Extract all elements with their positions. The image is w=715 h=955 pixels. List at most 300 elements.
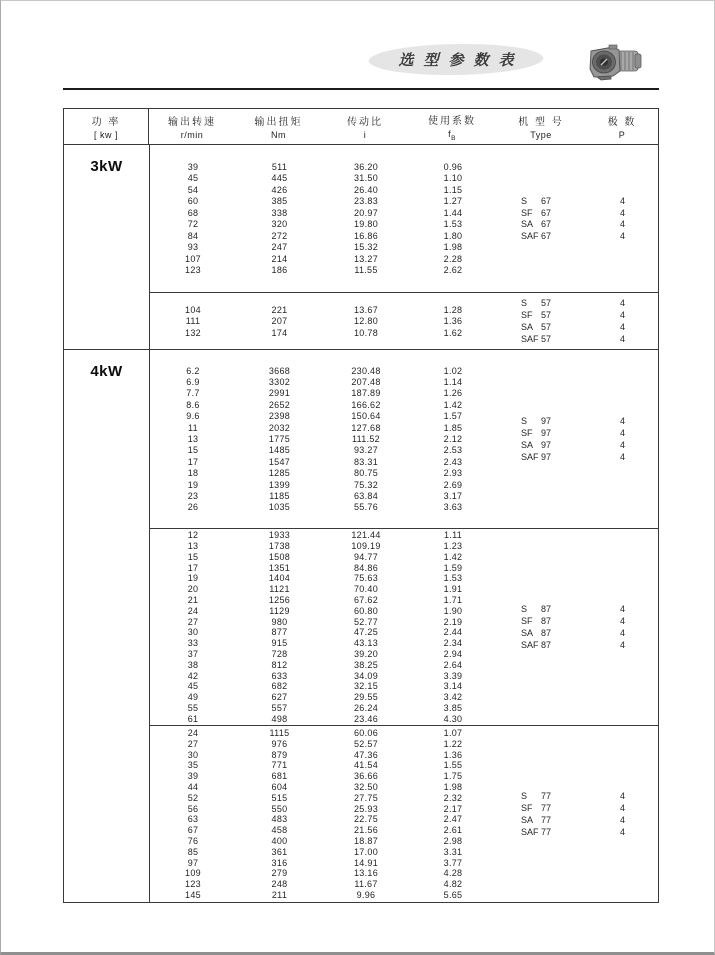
- table-row: [150, 376, 497, 387]
- table-row: [150, 541, 497, 552]
- cell-factor: 1.80: [443, 230, 463, 241]
- table-row: [150, 728, 497, 739]
- cell-torque: 604: [271, 782, 288, 792]
- cell-factor: 1.36: [443, 316, 463, 326]
- cell-speed: 11: [188, 422, 198, 433]
- cell-ratio: 93.27: [353, 445, 379, 456]
- cell-torque: 361: [271, 846, 288, 857]
- poles-value: 4: [619, 639, 625, 650]
- cell-speed: 37: [187, 648, 199, 659]
- cell-torque: 877: [271, 627, 288, 638]
- table-row: [150, 692, 497, 703]
- cell-ratio: 47.36: [353, 749, 379, 760]
- table-row: [150, 327, 497, 339]
- cell-torque: 2398: [268, 411, 291, 422]
- cell-factor: 1.22: [443, 738, 463, 749]
- cell-torque: 214: [271, 253, 288, 264]
- type-row: [497, 826, 658, 838]
- cell-speed: 63: [187, 814, 199, 825]
- cell-torque: 627: [271, 692, 288, 703]
- cell-speed: 27: [187, 616, 199, 627]
- type-prefix: S: [521, 791, 528, 802]
- cell-factor: 1.71: [443, 595, 463, 605]
- poles-value: 4: [619, 826, 625, 837]
- poles-value: 4: [619, 231, 625, 242]
- poles-value: 4: [619, 310, 625, 321]
- block-data: [150, 726, 497, 902]
- table-row: [150, 411, 497, 422]
- section-content: [150, 350, 658, 902]
- type-row: [497, 207, 658, 219]
- header-sublabel: $f_B$: [448, 128, 456, 142]
- cell-torque: 980: [271, 616, 288, 627]
- cell-speed: 35: [187, 760, 199, 771]
- table-row: [150, 479, 497, 490]
- cell-ratio: 26.40: [353, 184, 379, 195]
- cell-torque: 1399: [268, 479, 291, 490]
- cell-factor: 2.61: [443, 825, 463, 836]
- table-row: [150, 846, 497, 857]
- cell-torque: 915: [271, 638, 288, 649]
- type-row: [497, 451, 658, 463]
- table-row: [150, 857, 497, 868]
- header-cell-speed: [149, 109, 235, 144]
- poles-value: 4: [619, 451, 625, 462]
- cell-factor: 1.57: [443, 411, 463, 422]
- cell-ratio: 31.50: [353, 173, 379, 184]
- cell-factor: 1.98: [443, 782, 463, 792]
- cell-speed: 9.6: [186, 411, 200, 422]
- cell-ratio: 11.67: [354, 879, 378, 890]
- cell-torque: 3668: [268, 365, 291, 376]
- poles-value: 4: [619, 814, 625, 825]
- selection-parameter-table: [63, 108, 659, 903]
- type-row: [497, 439, 658, 451]
- type-label: S 77: [521, 791, 552, 802]
- header-sublabel: P: [618, 130, 626, 140]
- table-row: [150, 173, 497, 185]
- type-row: [497, 321, 658, 333]
- cell-speed: 111: [185, 316, 201, 326]
- header-sublabel: i: [363, 130, 367, 140]
- cell-factor: 2.64: [443, 659, 463, 670]
- cell-factor: 1.26: [443, 388, 463, 399]
- type-label: SF 57: [521, 310, 552, 321]
- table-row: [150, 530, 497, 541]
- cell-factor: 2.12: [443, 433, 463, 444]
- cell-speed: 84: [187, 230, 199, 241]
- type-label: SAF 87: [521, 639, 552, 650]
- type-row: [497, 195, 658, 207]
- table-row: [150, 738, 497, 749]
- cell-speed: 30: [187, 627, 199, 638]
- type-label: S 57: [521, 298, 552, 309]
- cell-torque: 1129: [269, 605, 290, 616]
- cell-ratio: 13.67: [353, 304, 379, 315]
- type-label: S 97: [521, 416, 552, 427]
- table-row: [150, 879, 497, 890]
- type-label: SAF 97: [521, 451, 552, 462]
- table-row: [150, 196, 497, 208]
- cell-speed: 15: [187, 551, 199, 562]
- cell-speed: 76: [187, 835, 199, 846]
- table-row: [150, 467, 497, 478]
- cell-torque: 1285: [268, 468, 291, 479]
- cell-torque: 1485: [268, 445, 291, 456]
- cell-speed: 107: [185, 253, 201, 264]
- block-data: [150, 529, 497, 725]
- cell-speed: 18: [187, 468, 199, 479]
- cell-factor: 4.28: [443, 868, 463, 879]
- type-prefix: SF: [521, 803, 533, 814]
- cell-factor: 1.23: [443, 541, 463, 552]
- cell-factor: 1.11: [443, 530, 463, 541]
- header-sublabel: Nm: [271, 130, 286, 140]
- power-section: [64, 349, 658, 902]
- cell-ratio: 13.27: [353, 253, 379, 264]
- cell-torque: 1404: [268, 573, 291, 584]
- block-data: [150, 145, 497, 292]
- cell-torque: 1035: [268, 502, 291, 513]
- table-row: [150, 825, 497, 836]
- type-label: SA 77: [521, 814, 552, 825]
- type-list: [497, 529, 658, 725]
- cell-ratio: 38.25: [353, 659, 379, 670]
- cell-factor: 1.90: [443, 605, 463, 616]
- cell-speed: 6.9: [186, 377, 200, 388]
- cell-torque: 272: [271, 230, 288, 241]
- cell-torque: 2991: [268, 388, 291, 399]
- cell-torque: 279: [271, 868, 288, 879]
- table-row: [150, 184, 497, 196]
- type-prefix: SAF: [521, 231, 539, 242]
- table-row: [150, 616, 497, 627]
- type-prefix: S: [521, 298, 528, 309]
- cell-torque: 426: [271, 184, 288, 195]
- cell-torque: 2652: [268, 399, 291, 410]
- header-label: 极 数: [607, 117, 637, 128]
- cell-ratio: 109.19: [351, 541, 381, 552]
- type-prefix: SA: [521, 814, 534, 825]
- cell-speed: 24: [187, 605, 199, 616]
- cell-torque: 221: [271, 304, 288, 315]
- power-label: 4kW: [64, 350, 150, 902]
- cell-ratio: 17.00: [353, 846, 379, 857]
- cell-speed: 39: [187, 771, 199, 782]
- cell-ratio: 80.75: [353, 468, 379, 479]
- cell-speed: 132: [185, 327, 201, 338]
- table-row: [150, 161, 497, 173]
- cell-torque: 385: [271, 196, 288, 207]
- cell-factor: 2.34: [443, 638, 463, 649]
- table-row: [150, 445, 497, 456]
- cell-ratio: 60.80: [353, 605, 379, 616]
- cell-torque: 728: [271, 648, 288, 659]
- type-label: SA 87: [521, 627, 552, 638]
- cell-ratio: 22.75: [353, 814, 379, 825]
- cell-ratio: 12.80: [353, 316, 379, 326]
- cell-speed: 17: [187, 456, 199, 467]
- cell-factor: 2.44: [443, 627, 463, 638]
- type-prefix: SF: [521, 616, 533, 627]
- cell-ratio: 47.25: [353, 627, 379, 638]
- cell-factor: 1.42: [443, 399, 463, 410]
- type-row: [497, 415, 658, 427]
- cell-factor: 3.85: [443, 702, 463, 713]
- cell-torque: 812: [271, 659, 288, 670]
- cell-torque: 174: [271, 327, 288, 338]
- cell-ratio: 75.32: [353, 479, 379, 490]
- cell-ratio: 32.50: [353, 782, 379, 792]
- cell-speed: 20: [187, 584, 199, 595]
- poles-value: 4: [619, 333, 625, 344]
- cell-speed: 6.2: [186, 365, 200, 376]
- type-label: SAF 77: [521, 826, 552, 837]
- cell-torque: 211: [271, 889, 288, 900]
- cell-factor: 2.19: [443, 616, 463, 627]
- power-label: 3kW: [64, 145, 150, 349]
- type-prefix: SA: [521, 627, 534, 638]
- cell-factor: 1.36: [443, 749, 463, 760]
- cell-speed: 38: [187, 659, 199, 670]
- cell-factor: 3.42: [443, 692, 463, 703]
- table-row: [150, 627, 497, 638]
- header-sublabel: Type: [530, 130, 552, 140]
- type-list: [497, 726, 658, 902]
- cell-factor: 3.77: [443, 857, 463, 868]
- table-row: [150, 265, 497, 277]
- table-row: [150, 659, 497, 670]
- section-content: [150, 145, 658, 349]
- header-sublabel: [ kw ]: [93, 130, 118, 140]
- type-label: SF 67: [521, 207, 552, 218]
- cell-factor: 3.14: [443, 681, 463, 692]
- cell-ratio: 32.15: [353, 681, 379, 692]
- cell-ratio: 9.96: [356, 889, 376, 900]
- type-label: SAF 57: [521, 333, 552, 344]
- cell-ratio: 55.76: [353, 502, 379, 513]
- cell-ratio: 27.75: [353, 792, 379, 803]
- table-row: [150, 638, 497, 649]
- table-row: [150, 230, 497, 242]
- cell-factor: 5.65: [443, 889, 463, 900]
- header-cell-poles: [586, 109, 658, 144]
- cell-ratio: 60.06: [353, 728, 379, 739]
- cell-ratio: 52.57: [353, 738, 379, 749]
- table-row: [150, 890, 497, 901]
- cell-factor: 1.27: [443, 196, 463, 207]
- table-row: [150, 803, 497, 814]
- poles-value: 4: [619, 298, 625, 309]
- header-cell-power: [64, 109, 149, 144]
- type-prefix: SA: [521, 219, 534, 230]
- poles-value: 4: [619, 791, 625, 802]
- cell-torque: 633: [271, 670, 288, 681]
- type-row: [497, 639, 658, 651]
- cell-factor: 1.07: [443, 728, 463, 739]
- cell-speed: 19: [187, 479, 199, 490]
- cell-torque: 681: [271, 771, 288, 782]
- cell-factor: 1.75: [443, 771, 463, 782]
- cell-ratio: 121.44: [351, 530, 381, 541]
- cell-speed: 45: [187, 173, 199, 184]
- table-row: [150, 490, 497, 501]
- data-block: [150, 725, 658, 902]
- cell-factor: 2.62: [443, 265, 463, 276]
- type-label: S 67: [521, 195, 552, 206]
- cell-torque: 186: [271, 265, 288, 276]
- cell-ratio: 67.62: [353, 595, 379, 605]
- header-label: 机 型 号: [518, 117, 564, 128]
- type-label: SAF 67: [521, 231, 552, 242]
- data-block: [150, 528, 658, 725]
- type-prefix: S: [521, 416, 528, 427]
- data-block: [150, 292, 658, 349]
- cell-speed: 52: [187, 792, 199, 803]
- table-row: [150, 868, 497, 879]
- type-label: SF 87: [521, 616, 552, 627]
- cell-speed: 54: [187, 184, 199, 195]
- cell-speed: 60: [187, 196, 199, 207]
- cell-ratio: 23.46: [353, 713, 379, 724]
- table-row: [150, 365, 497, 376]
- cell-torque: 338: [271, 207, 288, 218]
- cell-ratio: 207.48: [351, 377, 381, 388]
- table-row: [150, 219, 497, 231]
- cell-ratio: 150.64: [351, 411, 381, 422]
- header-label: 输出扭矩: [254, 117, 303, 128]
- table-row: [150, 792, 497, 803]
- data-block: [150, 145, 658, 292]
- table-row: [150, 836, 497, 847]
- type-row: [497, 603, 658, 615]
- type-label: SF 97: [521, 428, 552, 439]
- cell-factor: 2.43: [443, 456, 463, 467]
- table-header-row: [63, 108, 659, 145]
- cell-speed: 85: [187, 846, 199, 857]
- type-row: [497, 230, 658, 242]
- cell-ratio: 94.77: [353, 551, 379, 562]
- cell-ratio: 70.40: [353, 584, 379, 595]
- table-row: [150, 502, 497, 513]
- cell-torque: 1351: [268, 562, 291, 573]
- type-list: [497, 293, 658, 349]
- table-row: [150, 456, 497, 467]
- cell-speed: 109: [185, 868, 201, 879]
- cell-speed: 7.7: [186, 388, 200, 399]
- cell-ratio: 29.55: [353, 692, 379, 703]
- cell-speed: 19: [187, 573, 199, 584]
- type-prefix: SA: [521, 439, 534, 450]
- cell-factor: 1.53: [443, 573, 463, 584]
- cell-torque: 248: [271, 879, 288, 890]
- cell-torque: 557: [271, 702, 288, 713]
- header-cell-type: [496, 109, 586, 144]
- header-label: 输出转速: [168, 117, 216, 128]
- cell-speed: 24: [187, 728, 199, 739]
- cell-factor: 2.32: [443, 792, 463, 803]
- type-prefix: SAF: [521, 639, 539, 650]
- cell-ratio: 13.16: [353, 868, 379, 879]
- header-subscript: B: [451, 134, 456, 142]
- cell-speed: 104: [185, 304, 201, 315]
- cell-speed: 21: [187, 595, 199, 605]
- cell-ratio: 10.78: [353, 327, 379, 338]
- cell-speed: 12: [187, 530, 199, 541]
- cell-factor: 2.17: [443, 803, 463, 814]
- cell-torque: 1185: [269, 490, 290, 501]
- cell-factor: 1.28: [443, 304, 463, 315]
- cell-speed: 33: [187, 638, 199, 649]
- header-sublabel: r/min: [180, 130, 204, 140]
- type-list: [497, 145, 658, 292]
- table-row: [150, 573, 497, 584]
- table-row: [150, 605, 497, 616]
- type-prefix: SF: [521, 428, 533, 439]
- cell-ratio: 52.77: [353, 616, 379, 627]
- cell-torque: 207: [271, 316, 288, 326]
- cell-ratio: 36.66: [353, 771, 379, 782]
- cell-speed: 23: [187, 490, 199, 501]
- type-label: S 87: [521, 604, 552, 615]
- poles-value: 4: [619, 616, 625, 627]
- type-label: SA 57: [521, 321, 552, 332]
- table-row: [150, 760, 497, 771]
- poles-value: 4: [619, 219, 625, 230]
- cell-torque: 498: [271, 713, 288, 724]
- block-data: [150, 293, 497, 349]
- poles-value: 4: [619, 428, 625, 439]
- cell-factor: 2.93: [443, 468, 463, 479]
- cell-ratio: 20.97: [353, 207, 379, 218]
- poles-value: 4: [619, 604, 625, 615]
- header-label: 使用系数: [428, 115, 476, 127]
- cell-factor: 1.15: [443, 184, 463, 195]
- cell-ratio: 16.86: [353, 230, 379, 241]
- cell-torque: 320: [271, 219, 288, 230]
- poles-value: 4: [619, 321, 625, 332]
- table-row: [150, 304, 497, 316]
- table-row: [150, 551, 497, 562]
- type-prefix: SA: [521, 321, 534, 332]
- cell-torque: 458: [271, 825, 288, 836]
- cell-ratio: 127.68: [351, 422, 381, 433]
- cell-speed: 15: [187, 445, 199, 456]
- table-row: [150, 388, 497, 399]
- gearmotor-photo-icon: [587, 41, 643, 83]
- poles-value: 4: [619, 416, 625, 427]
- cell-ratio: 39.20: [353, 648, 379, 659]
- cell-speed: 72: [187, 219, 199, 230]
- type-row: [497, 309, 658, 321]
- type-row: [497, 297, 658, 309]
- cell-torque: 511: [271, 161, 288, 172]
- cell-torque: 400: [271, 835, 288, 846]
- header-rule: [63, 88, 659, 90]
- table-row: [150, 595, 497, 606]
- table-row: [150, 207, 497, 219]
- cell-ratio: 36.20: [353, 161, 379, 172]
- cell-torque: 1775: [268, 433, 291, 444]
- cell-factor: 1.55: [443, 760, 463, 771]
- cell-speed: 27: [187, 738, 199, 749]
- type-row: [497, 627, 658, 639]
- cell-factor: 2.28: [443, 253, 463, 264]
- block-data: [150, 350, 497, 528]
- cell-factor: 2.94: [443, 648, 463, 659]
- cell-speed: 67: [187, 825, 199, 836]
- cell-torque: 771: [271, 760, 288, 771]
